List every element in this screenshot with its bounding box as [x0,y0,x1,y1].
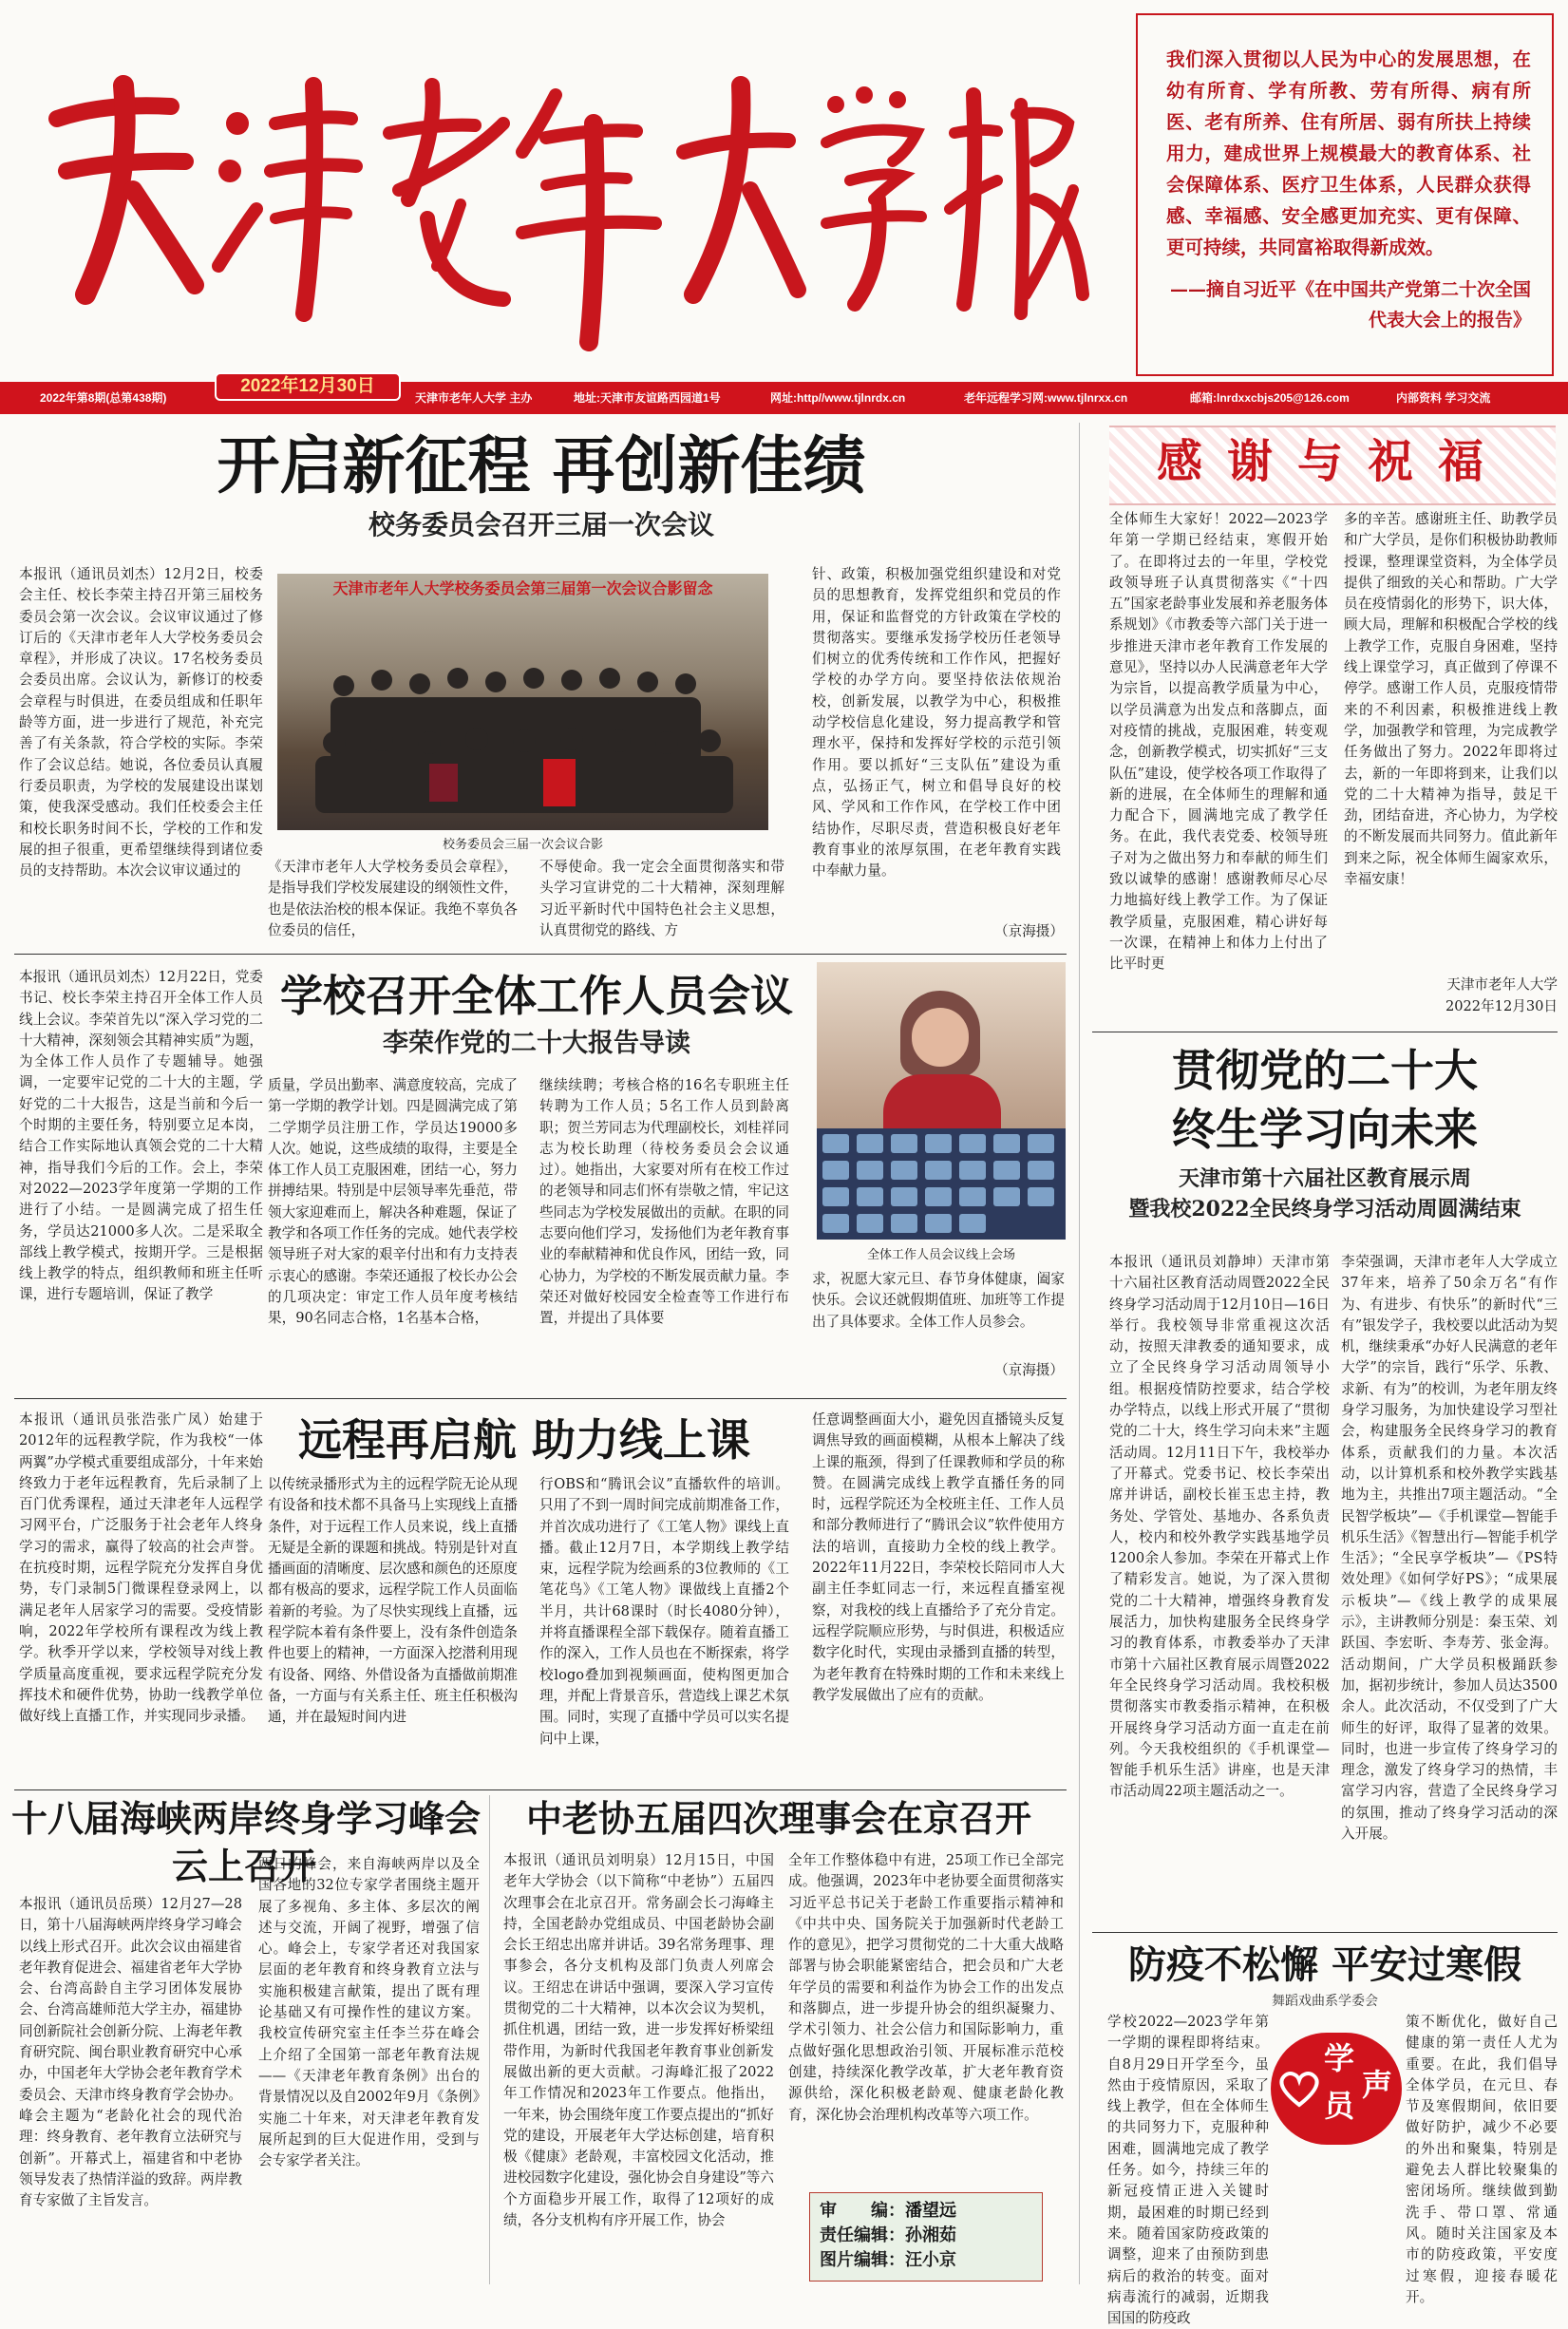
article6-headline-line2: 终生学习向未来 [1172,1104,1478,1155]
article2-col1: 本报讯（通讯员刘杰）12月22日，党委书记、校长李荣主持召开全体工作人员线上会议。李荣首先以“深入学习党的二十大精神，深刻领会其精神实质”为题，为全体工作人员作了专题辅导。她强调，一定要牢记党的二十大的主题，学好党的二十大报告，这是当前和今后一个时期的主要任务，特别要立足本岗，结合工作实际地认真领会党的二十大精神，指导我们今后的工作。会上，李荣对2022—2023学年度第一学期的工作进行了小结。一是圆满完成了招生任务，学员达21000多人次。二是采取全部线上教学模式，按期开学。三是根据线上教学的特点，组织教师和班主任听课，进行专题培训，保证了教学 [19,969,263,1303]
section-divider [14,954,1067,955]
editorial-quote [1136,13,1554,376]
article2-col2: 质量，学员出勤率、满意度较高，完成了第一学期的教学计划。四是圆满完成了第二学期学员注册工作，学员达19000多人次。她说，这些成绩的取得，主要是全体工作人员工克服困难，团结一心，努力拼搏结果。特别是中层领导率先垂范，带领大家迎难而上，解决各种难题，保证了教学和各项工作任务的完成。她代表学校领导班子对大家的艰辛付出和有力支持表示衷心的感谢。李荣还通报了校长办公会的几项决定：审定工作人员年度考核结果，90名同志合格，1名基本合格， [268,1077,518,1327]
article2-col4: 求，祝愿大家元旦、春节身体健康，阖家快乐。会议还就假期值班、加班等工作提出了具体要求。全体工作人员参会。 [812,1271,1065,1330]
remote-learning-link[interactable]: 老年远程学习网:www.tjlnrxx.cn [964,391,1128,405]
article2-photo-caption: 全体工作人员会议线上会场 [866,1248,1015,1262]
group-photo-figures [277,574,768,830]
calligraphy-logo [28,19,1102,361]
article6-col2: 李荣强调，天津市老年人大学成立37年来，培养了50余万名“有作为、有进步、有快乐”的新时代“三有”银发学子，我校要以此活动为契机，继续秉承“办好人民满意的老年大学”的宗旨，践行“乐学、乐教、求新、有为”的校训，为老年朋友终身学习服务，为加快建设学习型社会，构建服务全民终身学习的教育体系，贡献我们的力量。本次活动，以计算机系和校外教学实践基地为主，共推出7项主题活动。“全民智学板块”—《手机课堂—智能手机乐生活》《智慧出行—智能手机学生活》；“全民享学板块”—《PS特效处理》《如何学好PS》；“成果展示板块”—《线上教学的成果展示》，主讲教师分别是：秦玉荣、刘跃国、李宏昕、李寿芳、张金海。活动期间，广大学员积极踊跃参加，据初步统计，参加人员达3500余人。此次活动，不仅受到了广大师生的好评，取得了显著的效果。同时，也进一步宣传了终身学习的理念，激发了终身学习的热情，丰富学习内容，营造了全民终身学习的氛围，推动了终身学习活动的深入开展。 [1341,1254,1558,1843]
badge-char-1: 学 [1324,2040,1355,2076]
article2-col3: 继续续聘；考核合格的16名专职班主任转聘为工作人员；5名工作人员到龄离职；贺兰芳同志为代理副校长，刘桂祥同志为校长助理（待校务委员会会议通过）。她指出，大家要对所有在校工作过的老领导和同志们怀有崇敬之情，牢记这些同志为学校发展做出的贡献。在职的同志要向他们学习，发扬他们为老年教育事业的奉献精神和优良作风，团结一致，同心协力，为学校的不断发展贡献力量。李荣还对做好校园安全检查等工作进行布置，并提出了具体要 [539,1077,789,1327]
photo-editor-label: 图片编辑： [820,2250,905,2270]
thanks-col1: 全体师生大家好！2022—2023学年第一学期已经结束，寒假开始了。在即将过去的一年里，学校党政领导班子认真贯彻落实《“十四五”国家老龄事业发展和养老服务体系规划》《市教委等六部门关于进一步推进天津市老年教育工作发展的意见》，坚持以办人民满意老年大学为宗旨，以提高教学质量为中心，以学员满意为出发点和落脚点，面对疫情的挑战，克服困难，转变观念，创新教学模式，切实抓好“三支队伍”建设，使学校各项工作取得了新的进展，在全体师生的理解和通力配合下，圆满地完成了教学任务。在此，我代表党委、校领导班子对为之做出努力和奉献的师生们致以诚挚的感谢！感谢教师尽心尽力地搞好线上教学工作。为了保证教学质量，克服困难，精心讲好每一次课，在精神上和体力上付出了比平时更 [1109,511,1328,973]
photo-banner-text: 天津市老年人大学校务委员会第三届第一次会议合影留念 [332,579,713,597]
chief-editor-name: 孙湘茹 [905,2225,956,2245]
quote-text: 我们深入贯彻以人民为中心的发展思想，在幼有所育、学有所教、劳有所得、病有所医、老有所养、住有所居、弱有所扶上持续用力，建成世界上规模最大的教育体系、社会保障体系、医疗卫生体系，人民群众获得感、幸福感、安全感更加充实、更有保障、更可持续，共同富裕取得新成效。 [1166,48,1531,258]
heart-icon [1276,2069,1322,2109]
article1-col2: 《天津市老年人大学校务委员会章程》，是指导我们学校发展建设的纲领性文件，也是依法治校的根本保证。我绝不辜负各位委员的信任， [268,859,518,938]
article6-col1: 本报讯（通讯员刘静坤）天津市第十六届社区教育活动周暨2022全民终身学习活动周于12月10日—16日举行。我校领导非常重视这次活动，按照天津教委的通知要求，成立了全民终身学习活动周领导小组。根据疫情防控要求，结合学校办学特点，以线上形式开展了“贯彻党的二十大，终生学习向未来”主题活动周。12月11日下午，我校举办了开幕式。党委书记、校长李荣出席并讲话，副校长崔玉忠主持，教务处、学管处、基地办、各系负责人，校内和校外教学实践基地学员1200余人参加。李荣在开幕式上作了精彩发言。她说，为了深入贯彻党的二十大精神，增强终身教育发展活力，加快构建服务全民终身学习的教育体系，市教委举办了天津市第十六届社区教育展示周暨2022年全民终身学习活动周。我校积极贯彻落实市教委指示精神，在积极开展终身学习活动方面一直走在前列。今天我校组织的《手机课堂—智能手机乐生活》讲座，也是天津市活动周22项主题活动之一。 [1109,1254,1330,1800]
thanks-signature: 天津市老年人大学 [1446,976,1558,993]
quote-source: ——摘自习近平《在中国共产党第二十次全国代表大会上的报告》 [1169,279,1531,331]
article3-col3: 行OBS和“腾讯会议”直播软件的培训。只用了不到一周时间完成前期准备工作，并首次成功进行了《工笔人物》课线上直播。截止12月7日，本学期线上教学结束，远程学院为绘画系的3位教师的《工笔花鸟》《工笔人物》课做线上直播2个半月，共计68课时（时长4080分钟），并将直播课程全部下载保存。随着直播工作的深入，工作人员也在不断探索，将学校logo叠加到视频画面，使构图更加合理，并配上背景音乐，营造线上课艺术氛围。同时，实现了直播中学员可以实名提问中上课， [539,1476,789,1747]
internal-note: 内部资料 学习交流 [1396,391,1491,405]
thanks-col2: 多的辛苦。感谢班主任、助教学员和广大学员，是你们积极协助教师授课，整理课堂资料，为全体学员提供了细致的关心和帮助。广大学员在疫情弱化的形势下，识大体，顾大局，理解和积极配合学校的线上教学工作，克服自身困难，坚持线上课堂学习，真正做到了停课不停学。感谢工作人员，克服疫情带来的不利因素，积极推进线上教学，加强教学和管理，为完成教学任务做出了努力。2022年即将过去，新的一年即将到来，让我们以党的二十大精神为指导，鼓足干劲，团结奋进，齐心协力，为学校的不断发展而共同努力。值此新年到来之际，祝全体师生阖家欢乐，幸福安康！ [1344,511,1558,888]
article6-subhead-line1: 天津市第十六届社区教育展示周 [1178,1166,1471,1191]
article7-col1: 学校2022—2023学年第一学期的课程即将结束。自8月29日开学至今，虽然由于疫情原因，采取了线上教学，但在全体师生的共同努力下，克服种种困难，圆满地完成了教学任务。如今，持续三年的新冠疫情正进入关键时期，最困难的时期已经到来。随着国家防疫政策的调整，迎来了由预防到患病后的救治的转变。面对病毒流行的减弱，近期我国国的防疫政 [1107,2014,1269,2327]
article1-group-photo [277,574,768,830]
article4-headline: 十八届海峡两岸终身学习峰会 [11,1797,482,1840]
article1-photo-caption: 校务委员会三届一次会议合影 [442,838,603,852]
column-divider [489,1795,490,2284]
article1-col3: 不辱使命。我一定会全面贯彻落实和带头学习宣讲党的二十大精神，深刻理解习近平新时代中国特色社会主义思想，认真贯彻党的路线、方 [539,859,784,938]
article1-byline: （京海摄） [994,923,1064,939]
article6-headline-line1: 贯彻党的二十大 [1172,1045,1478,1096]
badge-char-3: 声 [1362,2067,1393,2103]
editor-name: 潘望远 [905,2201,956,2221]
article7-col2: 策不断优化，做好自己健康的第一责任人尤为重要。在此，我们倡导全体学员，在元旦、春节及寒假期间，依旧要做好防护，减少不必要的外出和聚集，特别是避免去人群比较聚集的密闭场所。继续做到勤洗手、带口罩、常通风。随时关注国家及本市的防疫政策，平安度过寒假，迎接春暖花开。 [1406,2014,1558,2305]
sponsor: 天津市老年人大学 主办 [415,391,533,405]
article4-col1: 本报讯（通讯员岳瑛）12月27—28日，第十八届海峡两岸终身学习峰会以线上形式召开。此次会议由福建省老年教育促进会、福建省老年大学协会、台湾高龄自主学习团体发展协会、台湾高雄师范大学主办，福建协同创新院社会创新分院、上海老年教育研究院、闽台职业教育研究中心承办，中国老年大学协会老年教育学术委员会、天津市终身教育学会协办。峰会主题为“老龄化社会的现代治理：终身教育、老年教育立法研究与创新”。开幕式上，福建省和中老协领导发表了热情洋溢的致辞。两岸教育专家做了主旨发言。 [19,1896,242,2209]
article5-headline: 中老协五届四次理事会在京召开 [525,1797,1031,1840]
article2-headline: 学校召开全体工作人员会议 [279,971,793,1021]
article5-col1: 本报讯（通讯员刘明泉）12月15日，中国老年大学协会（以下简称“中老协”）五届四次理事会在北京召开。常务副会长刁海峰主持，全国老龄办党组成员、中国老龄协会副会长王绍忠出席并讲话。39名常务理事、理事参会，各分支机构及部门负责人列席会议。王绍忠在讲话中强调，要深入学习宣传贯彻党的二十大精神，以本次会议为契机，抓住机遇，团结一致，进一步发挥好桥梁纽带作用，为新时代我国老年教育事业创新发展做出新的更大贡献。刁海峰汇报了2022年工作情况和2023年工作要点。他指出，一年来，协会围绕年度工作要点提出的“抓好党的建设，开展老年大学达标创建，培育积极《健康》老龄观，丰富校园文化活动，推进校园数字化建设，强化协会自身建设”等六个方面稳步开展工作，取得了12项好的成绩，各分支机构有序开展工作，协会 [503,1852,774,2229]
email-link[interactable]: 邮箱:lnrdxxcbjs205@126.com [1190,391,1350,405]
thanks-header-band [1109,426,1556,505]
issue-number: 2022年第8期(总第438期) [40,391,167,405]
article3-col2: 以传统录播形式为主的远程学院无论从现有设备和技术都不具备马上实现线上直播条件，对于远程工作人员来说，线上直播无疑是全新的课题和挑战。特别是针对直播画面的清晰度、层次感和颜色的还原度都有极高的要求，远程学院工作人员面临着新的考验。为了尽快实现线上直播，远程学院本着有条件要上，没有条件创造条件也要上的精神，一方面深入挖潜利用现有设备、网络、外借设备为直播做前期准备，一方面与有关系主任、班主任积极沟通，并在最短时间内进 [268,1476,518,1726]
thanks-headline: 感谢与祝福 [1156,435,1508,488]
article3-headline: 远程再启航 助力线上课 [297,1414,750,1466]
address: 地址:天津市友谊路西园道1号 [574,391,721,405]
section-divider [14,1789,1067,1790]
website-link[interactable]: 网址:http//www.tjlnrdx.cn [770,391,906,405]
video-speaker-frame [817,962,1066,1128]
article4-col2: 两日的峰会，来自海峡两岸以及全国各地的32位专家学者围绕主题开展了多视角、多主体、多层次的阐述与交流，开阔了视野，增强了信心。峰会上，专家学者还对我国家层面的老年教育和终身教育立法与实施积极建言献策，提出了既有理论基础又有可操作性的建议方案。我校宣传研究室主任李兰芬在峰会上介绍了全国第一部老年教育法规——《天津老年教育条例》出台的背景情况以及自2002年9月《条例》实施二十年来，对天津老年教育发展所起到的巨大促进作用，受到与会专家学者关注。 [258,1856,480,2169]
article1-subhead: 校务委员会召开三届一次会议 [368,509,714,540]
article6-subhead-line2: 暨我校2022全民终身学习活动周圆满结束 [1128,1197,1521,1221]
student-voice-badge [1271,2033,1404,2145]
photo-editor-name: 汪小京 [905,2250,956,2270]
chief-editor-label: 责任编辑： [820,2225,905,2245]
article2-subhead: 李荣作党的二十大报告导读 [383,1029,690,1058]
editor-label: 审 编： [820,2201,905,2221]
section-divider [1092,1932,1558,1933]
article1-col1: 本报讯（通讯员刘杰）12月2日，校委会主任、校长李荣主持召开第三届校务委员会第一次会议。会议审议通过了修订后的《天津市老年人大学校务委员会章程》，并形成了决议。17名校务委员会委员出席。会议认为，新修订的校委会章程与时俱进，在委员组成和任职年龄等方面，进一步进行了规范，补充完善了有关条款，符合学校的实际。李荣作了会议总结。她说，各位委员认真履行委员职责，为学校的发展建设出谋划策，使我深受感动。我们任校委会主任和校长职务时间不长，学校的工作和发展的担子很重，更希望继续得到诸位委员的支持帮助。本次会议审议通过的 [19,566,263,880]
badge-char-2: 员 [1324,2088,1355,2124]
masthead-logo [28,19,1102,361]
article1-headline: 开启新征程 再创新佳绩 [217,428,866,502]
article7-byline: 舞蹈戏曲系学委会 [1272,1994,1378,2009]
article2-meeting-screenshot [817,962,1066,1240]
editors-box [809,2192,1043,2282]
section-divider [14,1398,1067,1399]
article1-col4: 针、政策，积极加强党组织建设和对党员的思想教育，发挥党组织和党员的作用，保证和监督党的方针政策在学校的贯彻落实。要继承发扬学校历任老领导们树立的优秀传统和工作作风，把握好学校的办学方向。要坚持依法依规治校，创新发展，以教学为中心，积极推动学校信息化建设，努力提高教学和管理水平，保持和发挥好学校的示范引领作用。要以抓好“三支队伍”建设为重点，弘扬正气，树立和倡导良好的校风、学风和工作作风，在学校工作中团结协作，尽职尽责，营造积极良好老年教育事业的浓厚氛围，在老年教育实践中奉献力量。 [812,566,1061,880]
issue-date: 2022年12月30日 [215,372,401,401]
article5-col2: 全年工作整体稳中有进，25项工作已全部完成。他强调，2023年中老协要全面贯彻落实习近平总书记关于老龄工作重要指示精神和《中共中央、国务院关于加强新时代老龄工作的意见》，把学习贯彻党的二十大重大战略部署与协会职能紧密结合，把会员和广大老年学员的需要和利益作为协会工作的出发点和落脚点，进一步提升协会的组织凝聚力、学术引领力、社会公信力和国际影响力，重点做好强化思想政治引领、开展标准示范校创建，持续深化教学改革，扩大老年教育资源供给，深化积极老龄观、健康老龄化教育，深化协会治理机构改革等六项工作。 [788,1852,1064,2123]
article2-byline: （京海摄） [994,1362,1064,1378]
article4-headline-line2: 云上召开 [171,1845,316,1887]
article3-col1: 本报讯（通讯员张浩张广凤）始建于2012年的远程教学院，作为我校“一体两翼”办学模式重要组成部分，十年来始终致力于老年远程教育，先后录制了上百门优秀课程，通过天津老年人远程学习网平台，广泛服务于社会老年人终身学习的需求，赢得了较高的社会声誉。在抗疫时期，远程学院充分发挥自身优势，专门录制5门微课程登录网上，以满足老年人居家学习的需要。受疫情影响，2022年学校所有课程改为线上教学。秋季开学以来，学校领导对线上教学质量高度重视，要求远程学院充分发挥技术和硬件优势，协助一线教学单位做好线上直播工作，并实现同步录播。 [19,1411,263,1725]
article3-col4: 任意调整画面大小，避免因直播镜头反复调焦导致的画面模糊，从根本上解决了线上课的瓶颈，得到了任课教师和学员的称赞。在圆满完成线上教学直播任务的同时，远程学院还为全校班主任、工作人员和部分教师进行了“腾讯会议”软件使用方法的培训，直接助力全校的线上教学。2022年11月22日，李荣校长陪同市人大副主任李虹同志一行，来远程直播室视察，对我校的线上直播给予了充分肯定。远程学院顺应形势，与时俱进，积极适应数字化时代，实现由录播到直播的转型，为老年教育在特殊时期的工作和未来线上教学发展做出了应有的贡献。 [812,1411,1065,1703]
participant-grid [817,1128,1066,1240]
article7-headline: 防疫不松懈 平安过寒假 [1128,1942,1521,1987]
column-divider [1079,423,1080,2284]
thanks-sign-date: 2022年12月30日 [1445,998,1558,1014]
